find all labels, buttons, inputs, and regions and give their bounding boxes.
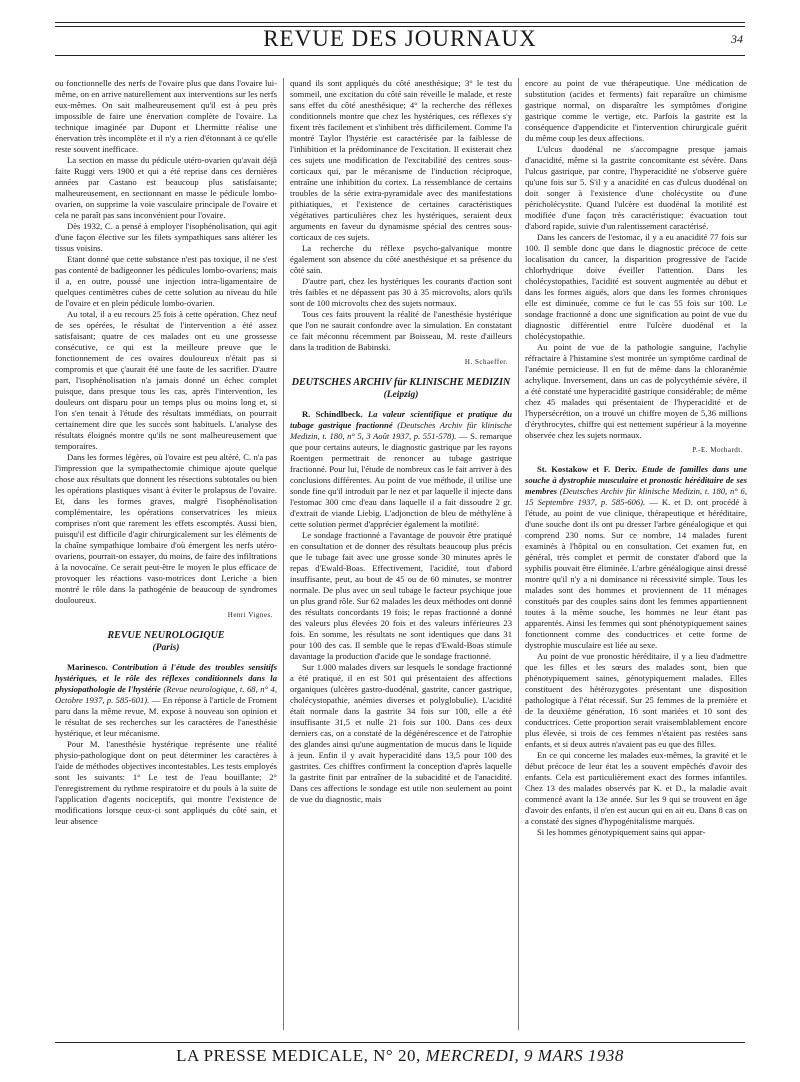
header-rule [55, 22, 745, 23]
footer-date: MERCREDI, 9 MARS 1938 [425, 1046, 624, 1065]
author-signature: P.-E. Morhardt. [692, 446, 743, 454]
paragraph: Sur 1.000 malades divers sur lesquels le sondage fractionné a été pratiqué, il en est 501 qui présentaient des affections organiques (ulcères gastro-duodénal, gastrite, cancer gastrique, cholécystopathie, anémies diverses et polyglobulie). L'acidité était normale dans la gastrite 34 fois sur 100, elle a été insuffisante 31,5 et nulle 21 fois sur 100. Dans ces deux derniers cas, on a constaté de la dégénérescence et de l'atrophie des glandes ainsi qu'une augmentation de mucus dans le liquide à jeun. Enfin il y avait hyperacidité dans 13,5 pour 100 des gastrites. Ces chiffres confirment la conception d'après laquelle la gastrite finit par entraîner de la subacidité et de l'anacidité. Dans ces affections le sondage est utile non seulement au point de vue du diagnostic, mais [290, 662, 512, 804]
article-author: St. Kostakow et F. Derix. [537, 464, 638, 474]
paragraph: Au total, il a eu recours 25 fois à cette opération. Chez neuf de ses opérées, le résultat de l'intervention a été assez satisfaisant; quatre de ces malades ont eu une grossesse consécutive, ce qui est la meilleure preuve que le fonctionnement de ces ovaires douloureux n'était pas si compromis et que ç'aurait été une faute de les sacrifier. D'autre part, l'isophénolisation n'a jamais donné un échec complet puisque, dans presque tous les cas, après l'intervention, les douleurs ont disparu pour un temps plus ou moins long et, si l'on s'en tenait à l'étude des résultats immédiats, on pourrait certainement dire que les succès sont habituels. L'analyse des résultats éloignés montre qu'ils ne sont malheureusement que temporaires. [55, 309, 277, 451]
journal-title: REVUE DES JOURNAUX [263, 26, 537, 51]
column-divider [283, 78, 284, 1030]
paragraph: Dès 1932, C. a pensé à employer l'isophénolisation, qui agit d'une façon élective sur les filets sympathiques sans altérer les tissus voisins. [55, 221, 277, 253]
footer-issue: N° 20, [373, 1046, 421, 1065]
paragraph: Au point de vue de la pathologie sanguine, l'achylie réfractaire à l'histamine s'est montrée un symptôme cardinal de l'anémie pernicieuse. Il en fut de même dans la chloranémie achylique. Inversement, dans un cas de polycythémie sévère, il a été constaté une hyperacidité gastrique considérable; de même chez 45 malades qui présentaient de l'hyperacidité et de l'hypersécrétion, on a trouvé un chiffre moyen de 5,36 millions d'érythrocytes, chiffre qui est nettement supérieur à la moyenne observée chez les sujets normaux. [525, 342, 747, 440]
column-3 [525, 78, 747, 1030]
article-author: Marinesco. [67, 662, 108, 672]
page-footer [55, 1040, 745, 1070]
section-heading: REVUE NEUROLOGIQUE [107, 630, 225, 641]
article-title: Etude de familles dans une souche à dystrophie musculaire et pronostic héréditaire de ses membres [525, 464, 747, 496]
footer-text [55, 1046, 745, 1066]
paragraph: Dans les cancers de l'estomac, il y a eu anacidité 77 fois sur 100. Il semble donc que dans le diagnostic précoce de cette localisation du cancer, la disparition progressive de l'acide chlorhydrique doive éveiller l'attention. Dans les cholécystopathies, l'acidité est souvent augmentée au début et dans les formes aiguës, alors que dans les formes chroniques elle est diminuée, comme ce fut le cas 55 fois sur 100. Le sondage fractionné a donc une signification au point de vue du diagnostic différentiel entre l'ulcère duodénal et la cholécystopathie. [525, 232, 747, 341]
article-header [290, 409, 512, 530]
footer-rule [55, 1042, 745, 1043]
article-text: — S. remarque que pour certains auteurs, le diagnostic gastrique par les rayons Roentgen permettrait de renoncer au tubage gastrique fractionné. Pour lui, l'étude de nombreux cas le fait arriver à des conclusions différentes. Au point de vue méthode, il utilise une sonde fine qu'il introduit par le nez et par laquelle il injecte dans l'estomac 300 cmc d'eau dans laquelle il a fait dissoudre 2 gr. d'extrait de viande Liebig. L'adjonction de bleu de méthylène à cette solution permet d'apprécier également la motilité. [290, 431, 512, 529]
footer-journal: LA PRESSE MEDICALE, [176, 1046, 369, 1065]
paragraph: ou fonctionnelle des nerfs de l'ovaire plus que dans l'ovaire lui-même, on en arrive naturellement aux interventions sur les nerfs eux-mêmes. On sait malheureusement qu'il est à peu près impossible de faire une énervation complète de l'ovaire. La technique imaginée par Dupont et Lhermitte réalise une énervation très incomplète et il n'y a rien d'étonnant à ce qu'elle reste souvent inefficace. [55, 78, 277, 154]
paragraph: quand ils sont appliqués du côté anesthésique; 3° le test du sommeil, une excitation du côté sain réveille le malade, et reste sans effet du côté anesthésique; 4° la recherche des réflexes conditionnels montre que chez les hystériques, ces réflexes s'y fixent très facilement et s'inhibent très difficilement. Comme l'a montré Taylor l'hystérie est caractérisée par la faiblesse de l'inhibition et la prédominance de l'excitation. Il existerait chez ces sujets une modification de l'excitabilité des centres sous-corticaux qui, par le mécanisme de l'induction réciproque, entraîne une inhibition du cortex. La ressemblance de certains troubles de la série extra-pyramidale avec des manifestations pithiatiques, et l'existence de certaines caractéristiques végétatives particulières chez les hystériques, seraient deux arguments en faveur du dynamisme spécial des centres sous-corticaux de ces sujets. [290, 78, 512, 242]
article-columns [55, 78, 747, 1030]
column-1 [55, 78, 277, 1030]
paragraph: Le sondage fractionné a l'avantage de pouvoir être pratiqué en consultation et de donner des résultats beaucoup plus précis que le tubage fait avec une grosse sonde 30 minutes après le repas d'Ewald-Boas. Effectivement, l'acidité, tout d'abord insuffisante, peut, au bout de 45 ou de 60 minutes, se montrer normale. De plus avec un seul tubage le facteur psychique joue un plus grand rôle. Sur 62 malades les deux méthodes ont donné des résultats concordants 19 fois; le repas fractionné a donné des valeurs plus élevées 20 fois et des valeurs inférieures 23 fois. En somme, les résultats ne sont identiques que dans 31 pour 100 des cas. Il semble que le repas d'Ewald-Boas stimule davantage la production d'acide que le sondage fractionné. [290, 530, 512, 661]
article-title: Contribution à l'étude des troubles sensitifs hystériques, et le rôle des réflexes conditionnels dans la physiopathologie de l'hystérie [55, 662, 277, 694]
author-signature: H. Schaeffer. [464, 358, 508, 366]
paragraph: Dans les formes légères, où l'ovaire est peu altéré, C. n'a pas l'impression que la sympathectomie chimique ajoute quelque chose aux résultats que donnent les résections subtotales ou bien les opérations plastiques visant à éviter le prolapsus de l'ovaire. Et, dans les formes graves, malgré l'isophénolisation complémentaire, les opérations conservatrices les mieux comprises n'ont que rarement les effets escomptés. Aussi bien, puisqu'il est difficile d'agir chirurgicalement sur les éléments de la chaîne sympathique lombaire d'où émergent les nerfs utéro-ovariens, pourrait-on essayer, du moins, de faire des infiltrations à la novocaïne. Ce serait peut-être le moyen le plus efficace de provoquer les réactions vaso-motrices dont Leriche a bien montré le rôle dans la pathogénie de beaucoup de syndromes douloureux. [55, 452, 277, 605]
article-title: La valeur scientifique et pratique du tubage gastrique fractionné [290, 409, 512, 430]
paragraph: D'autre part, chez les hystériques les courants d'action sont très faibles et ne dépassent pas 30 à 35 microvolts, alors qu'ils sont de 100 microvolts chez des sujets normaux. [290, 276, 512, 308]
paragraph: encore au point de vue thérapeutique. Une médication de substitution (acides et ferments) fait reparaître un chimisme gastrique normal, on disparaître les symptômes d'origine gastrique comme le vertige, etc. Parfois la gastrite est la conséquence d'appendicite et l'intervention chirurgicale guérit du même coup les deux affections. [525, 78, 747, 143]
article-author: R. Schindlbeck. [302, 409, 363, 419]
paragraph: Pour M. l'anesthésie hystérique représente une réalité physio-pathologique dont on peut déterminer les caractères à l'aide de méthodes objectives incontestables. Les tests employés sont les suivants: 1° Le test de l'eau bouillante; 2° l'enregistrement du rythme respiratoire et du pouls à la suite de l'application d'agents nociceptifs, qui montre l'existence de modifications lorsque ceux-ci sont appliqués du côté sain, et leur absence [55, 739, 277, 826]
page-number: 34 [731, 32, 743, 46]
paragraph: La recherche du réflexe psycho-galvanique montre également son absence du côté anesthésique et sa présence du côté sain. [290, 243, 512, 275]
article-reference: (Deutsches Archiv für klinische Medizin, t. 180, n° 6, 15 Septembre 1937, p. 585-606). [525, 486, 747, 507]
article-reference: (Deutsches Archiv für klinische Medizin, t. 180, n° 5, 3 Août 1937, p. 551-578). [290, 420, 512, 441]
paragraph: Si les hommes génotypiquement sains qui appar- [537, 827, 706, 837]
page-header [55, 18, 745, 58]
paragraph: Tous ces faits prouvent la réalité de l'anesthésie hystérique que l'on ne saurait confondre avec la simulation. En constatant ce fait méconnu récemment par Boisseau, M. reste d'ailleurs dans la tradition de Babinski. [290, 309, 512, 352]
paragraph: L'ulcus duodénal ne s'accompagne presque jamais d'anacidité, même si la gastrite concomitante est sévère. Dans l'ulcus gastrique, par contre, l'hyperacidité ne s'observe guère qu'une fois sur 5. S'il y a anacidité en cas d'ulcus duodénal on doit songer à l'existence d'une cholécystite ou d'une péricholécystite. Quand l'ulcère est duodénal la motilité est modifiée d'une façon très caractéristique: évacuation tout d'abord rapide, suivie d'un ralentissement caractérisé. [525, 144, 747, 231]
header-rule [55, 55, 745, 56]
article-text: — En réponse à l'article de Froment paru dans la même revue, M. expose à nouveau son opinion et le résultat de ses recherches sur les caractères de l'anesthésie hystérique, et leur mécanisme. [55, 695, 277, 738]
paragraph: La section en masse du pédicule utéro-ovarien qu'avait déjà faite Ruggi vers 1900 et qui a été reprise dans ces dernières années par Castano est beaucoup plus satisfaisante; malheureusement, en sectionnant en masse le pédicule lombo-ovarien, on supprime la voie vasculaire principale de l'ovaire et cela ne paraît pas sans inconvénient pour l'ovaire. [55, 155, 277, 220]
section-city: (Leipzig) [383, 390, 419, 400]
article-header [55, 662, 277, 739]
paragraph: Au point de vue pronostic héréditaire, il y a lieu d'admettre que les filles et les sœurs des malades sont, bien que phénotypiquement saines, génotypiquement malades. Elles constituent des hétérozygotes présentant une disposition pathologique à l'état récessif. Sur 25 femmes de la première et de la deuxième génération, 16 sont mariées et 10 sont des conductrices. Cette proportion serait vraisemblablement encore plus élevée, si trois de ces femmes n'étaient pas restées sans enfants, et si deux autres n'avaient pas eu que des filles. [525, 651, 747, 749]
paragraph: En ce qui concerne les malades eux-mêmes, la gravité et le début précoce de leur état les a souvent empêchés d'avoir des enfants. Cela est particulièrement exact des formes infantiles. Chez 13 des malades observés par K. et D., la maladie avait commencé avant la 13e année. Sur les 9 qui se trouvent en âge d'avoir des enfants, il n'en est aucun qui en ait eu. Dans 8 cas on a constaté des signes d'hypogénitalisme marqués. [525, 750, 747, 826]
paragraph: Etant donné que cette substance n'est pas toxique, il ne s'est pas contenté de badigeonner les pédicules lombo-ovariens; mais il a, en outre, poussé une injection intra-ligamentaire de quelques centimètres cubes de cette solution au niveau du hile de l'ovaire et en plein pédicule lombo-ovarien. [55, 254, 277, 308]
author-signature: Henri Vignes. [227, 611, 273, 619]
article-reference: (Revue neurologique, t. 68, n° 4, Octobre 1937, p. 585-601). [55, 684, 277, 705]
section-heading: DEUTSCHES ARCHIV für KLINISCHE MEDIZIN [291, 377, 511, 388]
article-header [525, 464, 747, 651]
section-city: (Paris) [152, 643, 180, 653]
column-divider [518, 78, 519, 1030]
column-2 [290, 78, 512, 1030]
article-text: — K. et D. ont procédé à l'étude, au point de vue clinique, thérapeutique et héréditaire, d'une souche dont ils ont pu dresser l'arbre généalogique et qui comprend 230 noms. Sur ce nombre, 14 malades furent examinés à l'hôpital ou en consultation. Cet examen fut, en général, très complet et permit de constater d'abord que la syphilis pouvait être éliminée. L'arbre généalogique ainsi dressé montre qu'il n'y a ni dominance ni récessivité simple. Tous les malades sont des hommes et proviennent de 11 ménages constitués par des couples sains dont les femmes appartiennent toutes à la même souche, les hommes ne leur étant pas apparentés. Ainsi les femmes qui sont phénotypiquement saines fonctionnent comme des conductrices et cette forme de dystrophie musculaire est liée au sexe. [525, 497, 747, 650]
